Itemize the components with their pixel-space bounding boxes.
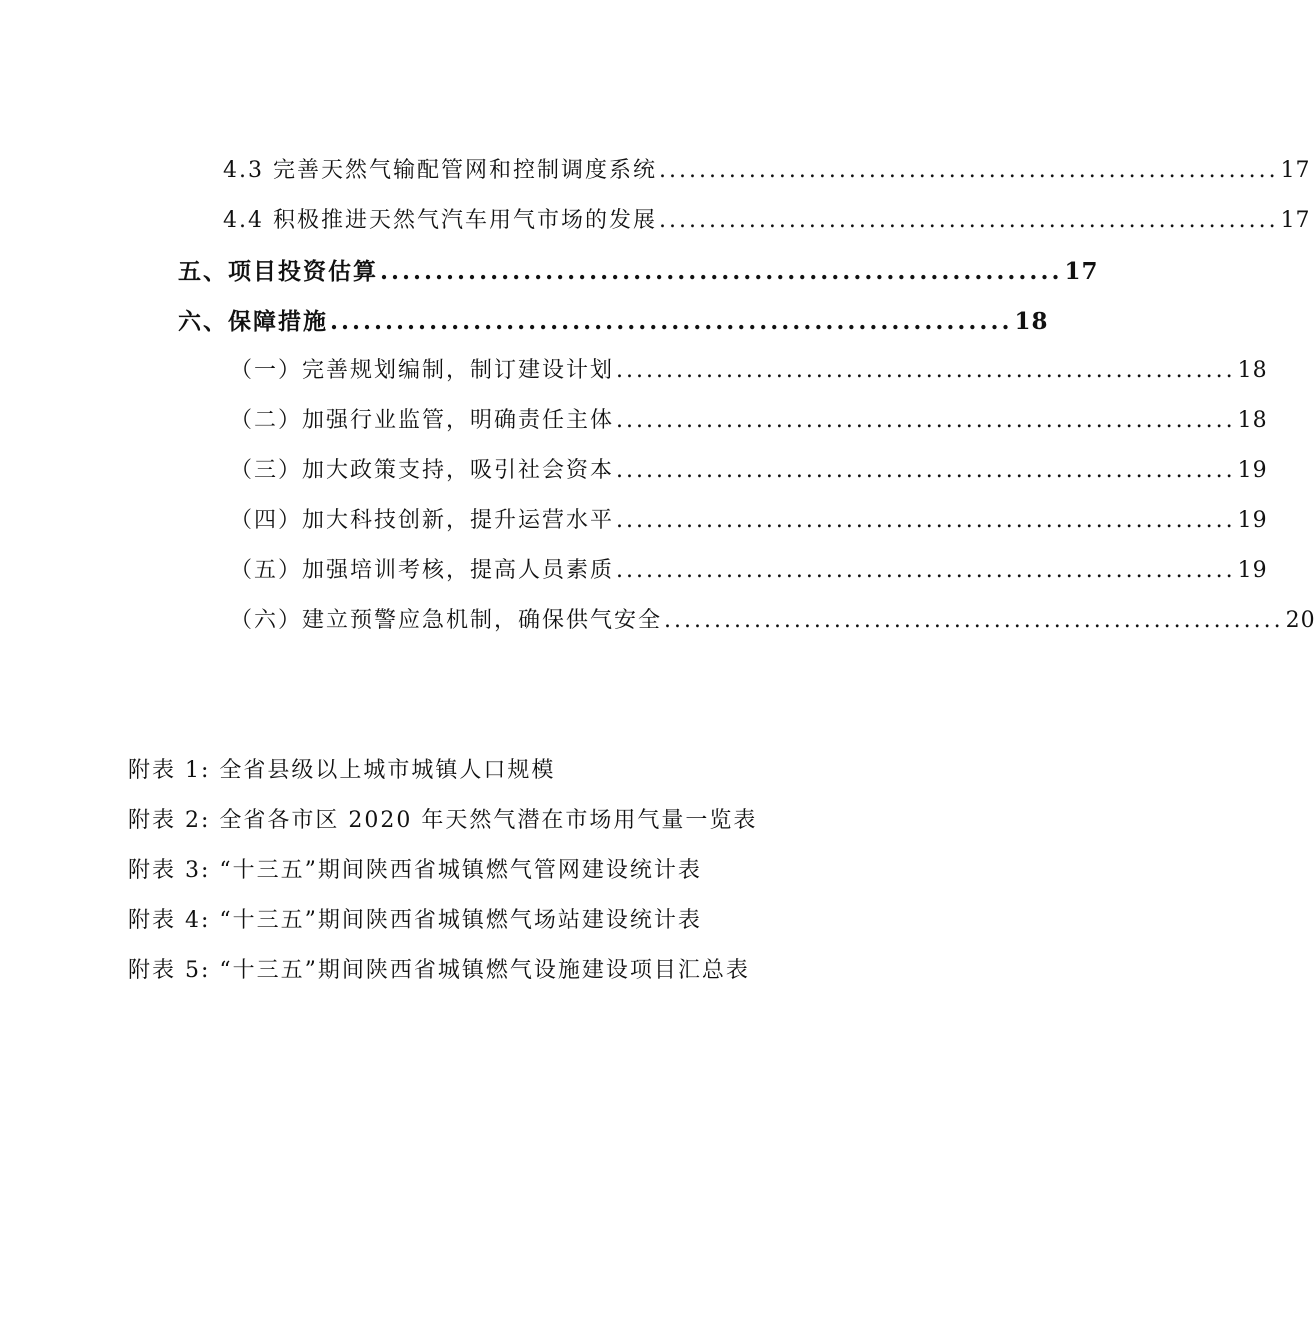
toc-entry-label: （五）加强培训考核，提高人员素质: [230, 558, 615, 583]
toc-entry-label: 六、保障措施: [178, 308, 328, 335]
toc-entry-page: 19: [1237, 508, 1268, 533]
toc-entry-label: 4.3 完善天然气输配管网和控制调度系统: [223, 158, 657, 183]
toc-entry[interactable]: [223, 203, 1311, 234]
toc-entry-page: 17: [1280, 208, 1311, 233]
toc-entry[interactable]: [230, 553, 1268, 584]
toc-entry-page: 18: [1237, 358, 1268, 383]
toc-entry-label: （一）完善规划编制，制订建设计划: [230, 358, 615, 383]
toc-entry[interactable]: [178, 303, 1049, 336]
toc-entry[interactable]: [223, 153, 1311, 184]
appendix-item[interactable]: 附表 4: “十三五”期间陕西省城镇燃气场站建设统计表: [128, 908, 702, 933]
toc-entry-label: 4.4 积极推进天然气汽车用气市场的发展: [223, 208, 657, 233]
toc-entry[interactable]: [230, 453, 1268, 484]
toc-entry-page: 17: [1280, 158, 1311, 183]
toc-leader-dots: ..............................................................: [616, 408, 1236, 433]
toc-entry-page: 18: [1014, 308, 1049, 335]
appendix-item[interactable]: 附表 3: “十三五”期间陕西省城镇燃气管网建设统计表: [128, 858, 702, 883]
appendix-item[interactable]: 附表 2: 全省各市区 2020 年天然气潜在市场用气量一览表: [128, 808, 758, 833]
toc-entry[interactable]: [230, 353, 1268, 384]
toc-leader-dots: ..............................................................: [616, 358, 1236, 383]
toc-leader-dots: ..............................................................: [658, 208, 1279, 233]
toc-entry-page: 20: [1285, 608, 1316, 633]
toc-leader-dots: ..............................................................: [658, 158, 1279, 183]
toc-entry-label: （六）建立预警应急机制，确保供气安全: [230, 608, 663, 633]
toc-leader-dots: ..............................................................: [616, 508, 1236, 533]
toc-leader-dots: ..............................................................: [380, 258, 1063, 285]
toc-entry-page: 19: [1237, 558, 1268, 583]
toc-entry-page: 17: [1064, 258, 1099, 285]
toc-entry-label: （四）加大科技创新，提升运营水平: [230, 508, 615, 533]
toc-entry-label: （三）加大政策支持，吸引社会资本: [230, 458, 615, 483]
toc-entry[interactable]: [230, 603, 1316, 634]
toc-entry-label: （二）加强行业监管，明确责任主体: [230, 408, 615, 433]
toc-leader-dots: ..............................................................: [616, 558, 1236, 583]
toc-entry[interactable]: [178, 253, 1099, 286]
toc-entry-page: 18: [1237, 408, 1268, 433]
appendix-item[interactable]: 附表 5: “十三五”期间陕西省城镇燃气设施建设项目汇总表: [128, 958, 750, 983]
toc-entry-page: 19: [1237, 458, 1268, 483]
appendix-item[interactable]: 附表 1: 全省县级以上城市城镇人口规模: [128, 758, 556, 783]
toc-leader-dots: ..............................................................: [330, 308, 1013, 335]
toc-entry-label: 五、项目投资估算: [178, 258, 378, 285]
toc-leader-dots: ..............................................................: [616, 458, 1236, 483]
toc-entry[interactable]: [230, 503, 1268, 534]
toc-entry[interactable]: [230, 403, 1268, 434]
toc-leader-dots: ..............................................................: [664, 608, 1284, 633]
